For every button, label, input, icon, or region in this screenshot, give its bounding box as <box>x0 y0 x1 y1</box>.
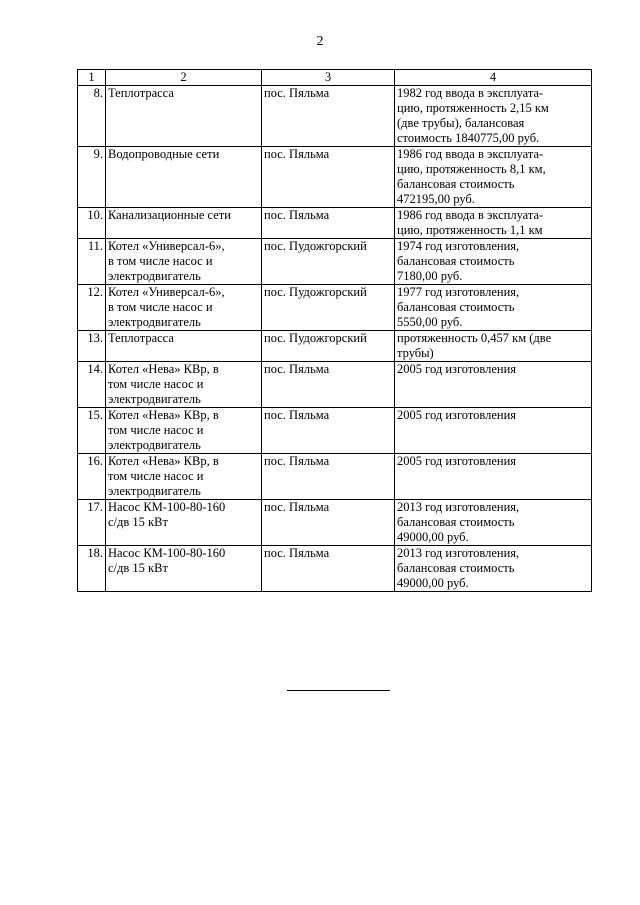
details-cell <box>395 546 592 592</box>
location-cell-text: пос. Пяльма <box>264 147 330 161</box>
column-header: 4 <box>395 70 592 86</box>
row-number-cell <box>78 546 106 592</box>
table-row <box>78 408 592 454</box>
row-number-cell-text: 18. <box>87 546 103 560</box>
row-number-cell <box>78 285 106 331</box>
location-cell-text: пос. Пяльма <box>264 208 330 222</box>
details-cell-text: 2005 год изготовления <box>397 408 517 422</box>
column-header: 1 <box>78 70 106 86</box>
object-name-cell <box>106 208 262 239</box>
details-cell-text: 2005 год изготовления <box>397 362 517 376</box>
object-name-cell-text: Котел «Универсал-6», в том числе насос и электродвигатель <box>108 285 225 329</box>
row-number-cell-text: 15. <box>87 408 103 422</box>
column-header: 2 <box>106 70 262 86</box>
row-number-cell <box>78 362 106 408</box>
location-cell <box>262 331 395 362</box>
object-name-cell-text: Теплотрасса <box>108 331 174 345</box>
object-name-cell <box>106 147 262 208</box>
row-number-cell <box>78 147 106 208</box>
details-cell <box>395 408 592 454</box>
object-name-cell-text: Теплотрасса <box>108 86 174 100</box>
object-name-cell-text: Котел «Универсал-6», в том числе насос и электродвигатель <box>108 239 225 283</box>
table-row <box>78 331 592 362</box>
location-cell-text: пос. Пяльма <box>264 362 330 376</box>
object-name-cell <box>106 239 262 285</box>
object-name-cell-text: Канализационные сети <box>108 208 231 222</box>
object-name-cell <box>106 285 262 331</box>
object-name-cell-text: Насос КМ-100-80-160 с/дв 15 кВт <box>108 500 226 529</box>
object-name-cell <box>106 331 262 362</box>
object-name-cell-text: Насос КМ-100-80-160 с/дв 15 кВт <box>108 546 226 575</box>
row-number-cell <box>78 331 106 362</box>
row-number-cell-text: 13. <box>87 331 103 345</box>
table-row <box>78 285 592 331</box>
location-cell <box>262 208 395 239</box>
row-number-cell <box>78 86 106 147</box>
location-cell-text: пос. Пудожгорский <box>264 239 367 253</box>
location-cell-text: пос. Пудожгорский <box>264 285 367 299</box>
details-cell <box>395 86 592 147</box>
details-cell-text: 1986 год ввода в эксплуата- цию, протяженность 8,1 км, балансовая стоимость 472195,00 руб. <box>397 147 546 206</box>
row-number-cell <box>78 454 106 500</box>
object-name-cell <box>106 454 262 500</box>
object-name-cell <box>106 546 262 592</box>
details-cell-text: 1977 год изготовления, балансовая стоимость 5550,00 руб. <box>397 285 520 329</box>
object-name-cell-text: Котел «Нева» КВр, в том числе насос и электродвигатель <box>108 454 219 498</box>
row-number-cell-text: 10. <box>87 208 103 222</box>
details-cell <box>395 147 592 208</box>
location-cell <box>262 86 395 147</box>
location-cell <box>262 500 395 546</box>
location-cell-text: пос. Пяльма <box>264 546 330 560</box>
details-cell <box>395 362 592 408</box>
row-number-cell-text: 9. <box>93 147 103 161</box>
location-cell <box>262 147 395 208</box>
row-number-cell-text: 14. <box>87 362 103 376</box>
location-cell <box>262 239 395 285</box>
location-cell-text: пос. Пудожгорский <box>264 331 367 345</box>
details-cell-text: 2013 год изготовления, балансовая стоимость 49000,00 руб. <box>397 546 520 590</box>
object-name-cell <box>106 86 262 147</box>
details-cell-text: 1974 год изготовления, балансовая стоимость 7180,00 руб. <box>397 239 520 283</box>
property-table <box>77 69 592 592</box>
details-cell-text: 2013 год изготовления, балансовая стоимость 49000,00 руб. <box>397 500 520 544</box>
details-cell <box>395 331 592 362</box>
row-number-cell <box>78 208 106 239</box>
row-number-cell-text: 16. <box>87 454 103 468</box>
row-number-cell-text: 8. <box>93 86 103 100</box>
table-row <box>78 546 592 592</box>
location-cell-text: пос. Пяльма <box>264 86 330 100</box>
table-row <box>78 239 592 285</box>
table-row <box>78 454 592 500</box>
location-cell-text: пос. Пяльма <box>264 408 330 422</box>
row-number-cell <box>78 500 106 546</box>
details-cell <box>395 239 592 285</box>
location-cell <box>262 285 395 331</box>
column-header: 3 <box>262 70 395 86</box>
row-number-cell <box>78 408 106 454</box>
table-row <box>78 86 592 147</box>
details-cell <box>395 500 592 546</box>
row-number-cell-text: 11. <box>87 239 103 253</box>
table-header-row <box>78 70 592 86</box>
location-cell <box>262 546 395 592</box>
object-name-cell <box>106 362 262 408</box>
row-number-cell <box>78 239 106 285</box>
row-number-cell-text: 17. <box>87 500 103 514</box>
object-name-cell-text: Котел «Нева» КВр, в том числе насос и электродвигатель <box>108 408 219 452</box>
details-cell <box>395 285 592 331</box>
table-row <box>78 208 592 239</box>
signature-line <box>287 690 390 691</box>
page-number: 2 <box>316 34 324 49</box>
details-cell <box>395 208 592 239</box>
object-name-cell-text: Водопроводные сети <box>108 147 220 161</box>
details-cell-text: 1986 год ввода в эксплуата- цию, протяженность 1,1 км <box>397 208 544 237</box>
object-name-cell <box>106 500 262 546</box>
details-cell-text: 2005 год изготовления <box>397 454 517 468</box>
location-cell <box>262 408 395 454</box>
details-cell <box>395 454 592 500</box>
table-row <box>78 362 592 408</box>
object-name-cell <box>106 408 262 454</box>
table-body <box>78 86 592 592</box>
location-cell <box>262 454 395 500</box>
row-number-cell-text: 12. <box>87 285 103 299</box>
table-row <box>78 500 592 546</box>
object-name-cell-text: Котел «Нева» КВр, в том числе насос и электродвигатель <box>108 362 219 406</box>
details-cell-text: 1982 год ввода в эксплуата- цию, протяженность 2,15 км (две трубы), балансовая стоимость 1840775,00 руб. <box>397 86 549 145</box>
location-cell <box>262 362 395 408</box>
location-cell-text: пос. Пяльма <box>264 454 330 468</box>
table-row <box>78 147 592 208</box>
location-cell-text: пос. Пяльма <box>264 500 330 514</box>
details-cell-text: протяженность 0,457 км (две трубы) <box>397 331 552 360</box>
